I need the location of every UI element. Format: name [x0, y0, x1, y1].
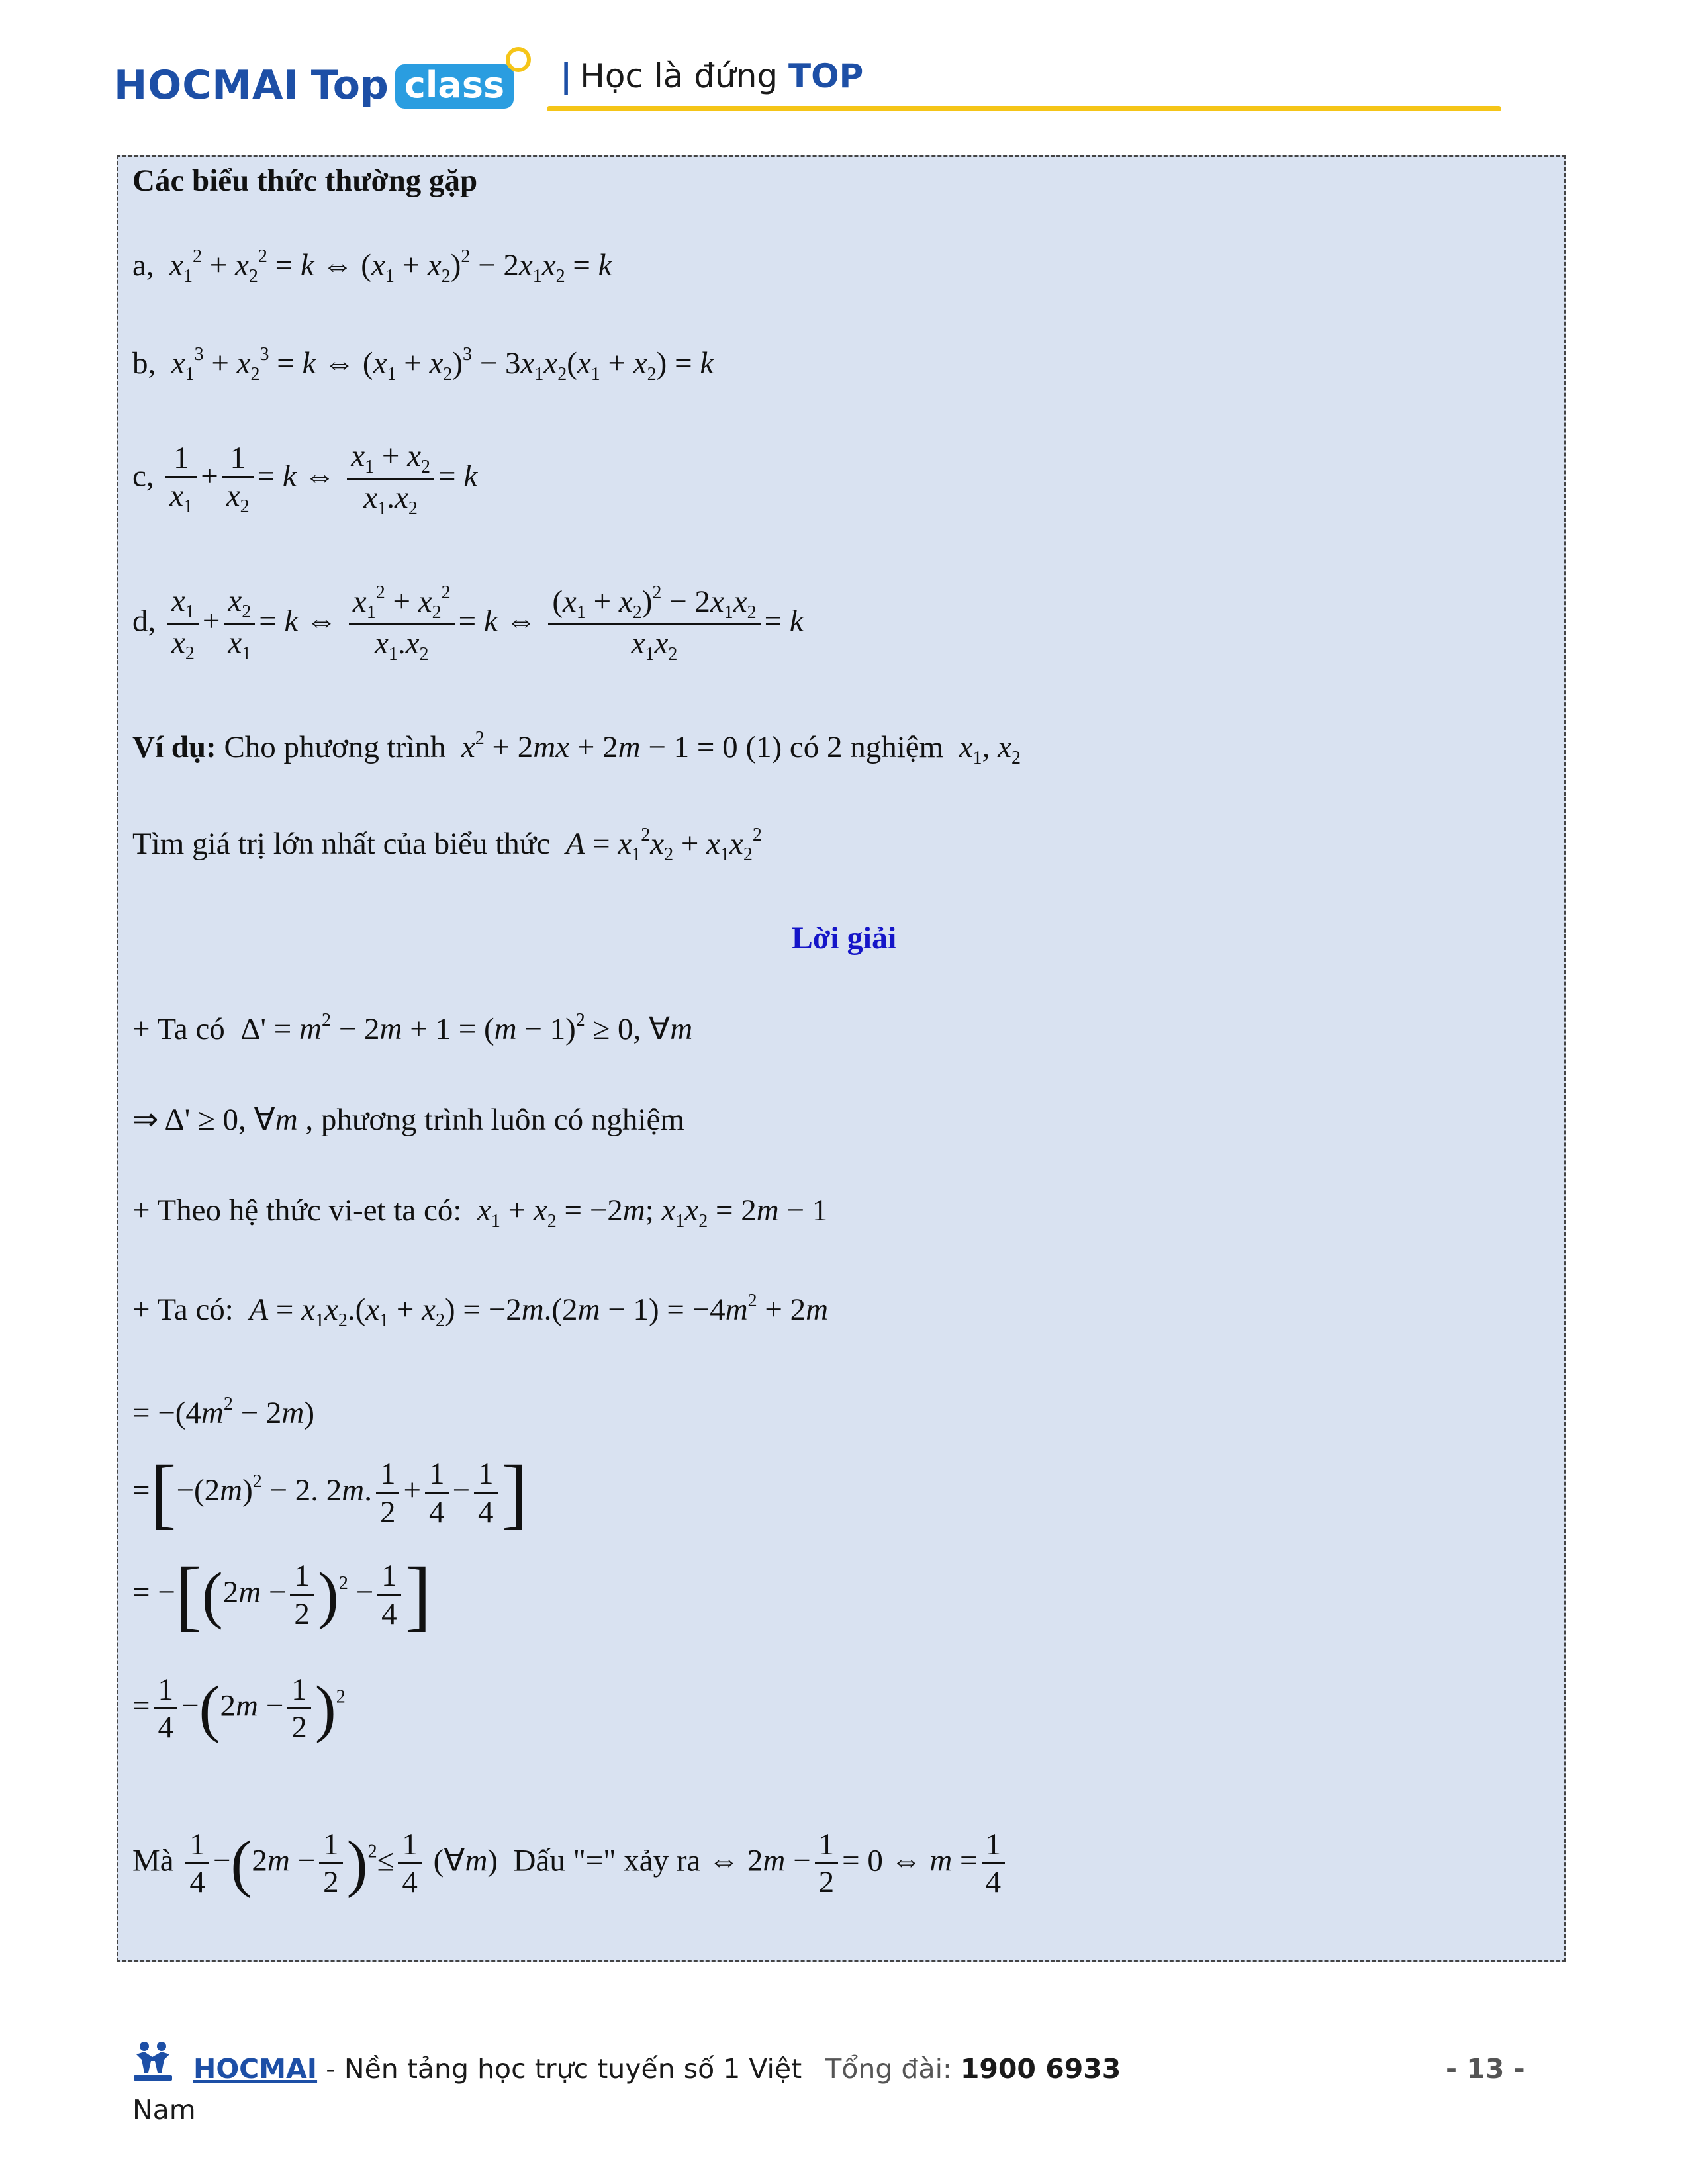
step-2: ⇒ Δ' ≥ 0, ∀m , phương trình luôn có nghiệm: [132, 1103, 684, 1137]
step-8: = $\frac{1}{4}$ −(2m − $\frac{1}{2}$ )$^2$: [132, 1672, 346, 1745]
footer-tagline: - Nền tảng học trực tuyến số 1 Việt: [317, 2053, 802, 2085]
section-heading: Các biểu thức thường gặp: [132, 163, 478, 198]
brand-class: class: [395, 64, 514, 109]
formula-a: a, $x_1^2 + x_2^2 = k$ ⇔ $(x_1 + x_2)^2 - 2x_1x_2 = k$: [132, 246, 612, 287]
step-3: + Theo hệ thức vi-et ta có: $x_1 + x_2 = -2m$; $x_1x_2 = 2m - 1$: [132, 1193, 828, 1232]
step-7: = −[(2m − $\frac{1}{2}$ )$^2$ − $\frac{1}{4}$ ]: [132, 1551, 432, 1639]
example-line: Ví dụ: Cho phương trình $x^2 + 2mx + 2m - 1 = 0$ (1) có 2 nghiệm $x_1$, $x_2$: [132, 728, 1021, 768]
header-divider: [547, 106, 1501, 111]
brand-logo: [114, 56, 514, 109]
formula-c: c, $\frac{1}{x_1}$ + $\frac{1}{x_2}$ = k ⇔ $\frac{x_1 + x_2}{x_1.x_2}$ = k: [132, 439, 478, 520]
step-6: $=[-(2m)^2 - 2$. 2m. $\frac{1}{2}$ + $\frac{1}{4}$ − $\frac{1}{4}$ ]: [132, 1449, 528, 1537]
footer-hotline-label: Tổng đài:: [825, 2053, 952, 2085]
step-4: + Ta có: $A = x_1x_2.(x_1 + x_2) = -2m.(2m - 1) = -4m^2 + 2m$: [132, 1291, 829, 1331]
footer-line: [193, 2053, 1121, 2085]
brand-hocmai: HOCMAI: [114, 62, 299, 109]
footer-hotline: 1900 6933: [960, 2053, 1121, 2085]
sun-icon: [506, 47, 531, 72]
final-line: Mà $\frac{1}{4}$ −(2m − $\frac{1}{2}$ )$^2$≤ $\frac{1}{4}$ (∀m) Dấu "=" xảy ra ⇔ 2m − $\frac{1}{2}$ = 0 ⇔ m = $\frac{1}{4}$: [132, 1827, 1009, 1900]
step-5: = $-(4m^2 - 2m)$: [132, 1394, 314, 1430]
solution-title: Lời giải: [791, 921, 897, 956]
question-line: Tìm giá trị lớn nhất của biểu thức $A = x_1^2x_2 + x_1x_2^2$: [132, 825, 762, 865]
footer-line-2: Nam: [132, 2094, 196, 2126]
formula-d: d, $\frac{x_1}{x_2}$ + $\frac{x_2}{x_1}$ = k ⇔ $\frac{x_1^2 + x_2^2}{x_1.x_2}$ = k ⇔ $\frac{(x_1 + x_2)^2 - 2x_1x_2}{x_1x_2}$ = k: [132, 582, 804, 665]
footer-brand-link[interactable]: HOCMAI: [193, 2053, 318, 2085]
header-tagline: | Học là đứng TOP: [560, 57, 864, 95]
brand-top: Top: [310, 62, 389, 109]
step-1: + Ta có $\Delta' = m^2 - 2m + 1 = (m - 1)^2 \ge 0$, ∀m: [132, 1010, 693, 1046]
page-number: - 13 -: [1446, 2053, 1525, 2085]
hocmai-logo-icon: [131, 2040, 175, 2082]
formula-b: b, $x_1^3 + x_2^3 = k$ ⇔ $(x_1 + x_2)^3 - 3x_1x_2(x_1 + x_2) = k$: [132, 344, 714, 385]
